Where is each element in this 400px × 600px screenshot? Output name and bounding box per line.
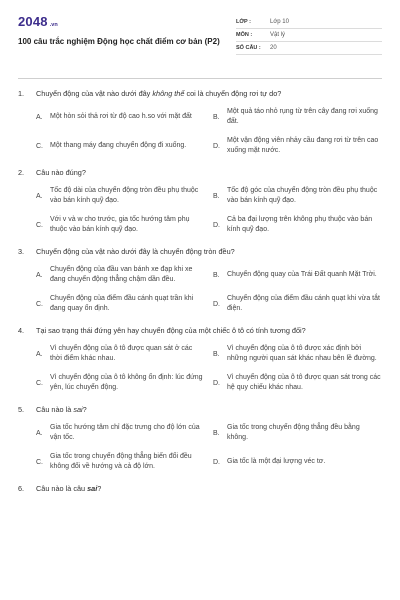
question-text-before: Chuyển động của vật nào dưới đây	[36, 89, 153, 98]
option-text: Vì chuyển động của ô tô được quan sát ở các thời điểm khác nhau.	[50, 345, 193, 362]
answer-option[interactable]	[213, 106, 382, 128]
answer-option[interactable]	[36, 264, 205, 286]
title-block	[18, 14, 220, 46]
answer-options	[18, 422, 382, 473]
option-text: Một thang máy đang chuyển động đi xuống.	[50, 142, 187, 149]
option-letter: B.	[213, 192, 220, 200]
answer-option[interactable]	[36, 422, 205, 444]
option-text: Tốc độ dài của chuyển động tròn đều phụ thuộc vào bán kính quỹ đạo.	[50, 187, 199, 204]
answer-option[interactable]	[213, 135, 382, 157]
option-letter: A.	[36, 350, 43, 358]
question-number: 2.	[18, 168, 25, 177]
option-text: Tốc độ góc của chuyển động tròn đều phụ thuộc vào bán kính quỹ đạo.	[227, 187, 378, 204]
meta-row-count	[236, 42, 382, 55]
option-letter: C.	[36, 221, 43, 229]
document-title: 100 câu trắc nghiệm Động học chất điểm cơ bản (P2)	[18, 37, 220, 46]
question-body	[36, 405, 87, 415]
answer-option[interactable]	[213, 264, 382, 286]
question-emphasis: không thể	[152, 89, 185, 98]
question-text	[18, 168, 382, 178]
meta-label: MÔN :	[236, 32, 253, 38]
question-2	[18, 168, 382, 236]
option-text: Một hòn sỏi thả rơi từ độ cao h.so với mặt đất	[50, 113, 192, 120]
question-emphasis: sai	[87, 484, 98, 493]
question-text	[18, 484, 382, 494]
question-body	[36, 89, 281, 99]
answer-option[interactable]	[213, 185, 382, 207]
question-text-before: Câu nào là	[36, 405, 74, 414]
meta-row-subject	[236, 29, 382, 42]
option-letter: C.	[36, 142, 43, 150]
question-emphasis: sai	[73, 405, 83, 414]
option-text: Gia tốc hướng tâm chỉ đặc trưng cho độ lớn của vận tốc.	[50, 424, 200, 441]
header-divider	[18, 78, 382, 79]
answer-option[interactable]	[213, 293, 382, 315]
option-text: Chuyển động của điểm đầu cánh quạt khi vừa tắt điện.	[227, 295, 380, 312]
option-letter: D.	[213, 300, 220, 308]
question-text	[18, 89, 382, 99]
question-4	[18, 326, 382, 394]
option-letter: A.	[36, 271, 43, 279]
option-letter: D.	[213, 458, 220, 466]
option-letter: B.	[213, 113, 220, 121]
option-text: Chuyển động của điểm đầu cánh quạt trần khi đang quay ổn định.	[50, 295, 194, 312]
question-text	[18, 247, 382, 257]
answer-option[interactable]	[36, 372, 205, 394]
answer-options	[18, 343, 382, 394]
question-text	[18, 326, 382, 336]
answer-option[interactable]	[36, 106, 205, 128]
answer-option[interactable]	[36, 135, 205, 157]
option-letter: C.	[36, 300, 43, 308]
question-number: 6.	[18, 484, 25, 493]
question-text-after: coi là chuyển động rơi tự do?	[184, 89, 282, 98]
answer-option[interactable]	[213, 451, 382, 473]
option-text: Cả ba đại lượng trên không phụ thuộc vào bán kính quỹ đạo.	[227, 216, 373, 233]
option-text: Vì chuyển động của ô tô không ổn định: lúc đứng yên, lúc chuyển động.	[50, 374, 203, 391]
question-number: 1.	[18, 89, 25, 98]
option-letter: B.	[213, 271, 220, 279]
option-letter: D.	[213, 142, 220, 150]
meta-value: Vật lý	[270, 32, 286, 38]
question-body	[36, 247, 235, 257]
question-text-after: ?	[97, 484, 102, 493]
logo-text: 2048	[18, 14, 48, 29]
question-number: 4.	[18, 326, 25, 335]
answer-option[interactable]	[213, 372, 382, 394]
answer-option[interactable]	[36, 343, 205, 365]
option-text: Với v và w cho trước, gia tốc hướng tâm phụ thuộc vào bán kính quỹ đạo.	[50, 216, 190, 233]
option-letter: C.	[36, 458, 43, 466]
question-text-after: ?	[82, 405, 87, 414]
answer-option[interactable]	[213, 214, 382, 236]
option-letter: A.	[36, 192, 43, 200]
question-text-before: Chuyển động của vật nào dưới đây là chuyển động tròn đều?	[36, 247, 235, 256]
answer-option[interactable]	[213, 422, 382, 444]
answer-option[interactable]	[213, 343, 382, 365]
question-text-before: Câu nào là câu	[36, 484, 88, 493]
option-text: Gia tốc trong chuyển động thẳng đều bằng không.	[227, 424, 360, 441]
question-text-before: Tại sao trạng thái đứng yên hay chuyển động của một chiếc ô tô có tính tương đối?	[36, 326, 306, 335]
option-text: Gia tốc là một đại lượng véc tơ.	[227, 458, 326, 465]
option-text: Một quả táo nhỏ rụng từ trên cây đang rơi xuống đất.	[227, 108, 378, 125]
option-text: Vì chuyển động của ô tô được quan sát trong các hệ quy chiếu khác nhau.	[227, 374, 381, 391]
meta-value: 20	[270, 45, 277, 51]
option-letter: A.	[36, 113, 43, 121]
meta-value: Lớp 10	[270, 19, 289, 25]
answer-option[interactable]	[36, 185, 205, 207]
answer-option[interactable]	[36, 214, 205, 236]
answer-options	[18, 185, 382, 236]
question-6	[18, 484, 382, 494]
question-text	[18, 405, 382, 415]
question-1	[18, 89, 382, 157]
option-letter: D.	[213, 379, 220, 387]
answer-options	[18, 264, 382, 315]
logo-tld: .vn	[49, 22, 58, 28]
meta-table	[236, 16, 382, 55]
option-text: Gia tốc trong chuyển động thẳng biến đổi đều không đổi về hướng và cả độ lớn.	[50, 453, 192, 470]
question-3	[18, 247, 382, 315]
option-letter: B.	[213, 350, 220, 358]
answer-options	[18, 106, 382, 157]
brand-logo[interactable]	[18, 14, 220, 29]
option-text: Vì chuyển động của ô tô được xác định bởi những người quan sát khác nhau bên lề đường.	[227, 345, 377, 362]
option-text: Một vận động viên nhảy cầu đang rơi từ trên cao xuống mặt nước.	[227, 137, 379, 154]
meta-label: SỐ CÂU :	[236, 45, 261, 51]
meta-label: LỚP :	[236, 19, 251, 25]
option-letter: C.	[36, 379, 43, 387]
option-letter: D.	[213, 221, 220, 229]
question-body	[36, 484, 101, 494]
question-5	[18, 405, 382, 473]
question-number: 3.	[18, 247, 25, 256]
meta-row-class	[236, 16, 382, 29]
question-number: 5.	[18, 405, 25, 414]
question-body	[36, 168, 86, 178]
answer-option[interactable]	[36, 293, 205, 315]
question-text-before: Câu nào đúng?	[36, 168, 86, 177]
question-body	[36, 326, 306, 336]
option-letter: A.	[36, 429, 43, 437]
answer-option[interactable]	[36, 451, 205, 473]
option-text: Chuyển động của đầu van bánh xe đạp khi xe đang chuyển động thẳng chậm dần đều.	[50, 266, 193, 283]
option-text: Chuyển động quay của Trái Đất quanh Mặt Trời.	[227, 271, 377, 278]
header	[18, 14, 382, 58]
option-letter: B.	[213, 429, 220, 437]
question-list	[18, 89, 382, 494]
